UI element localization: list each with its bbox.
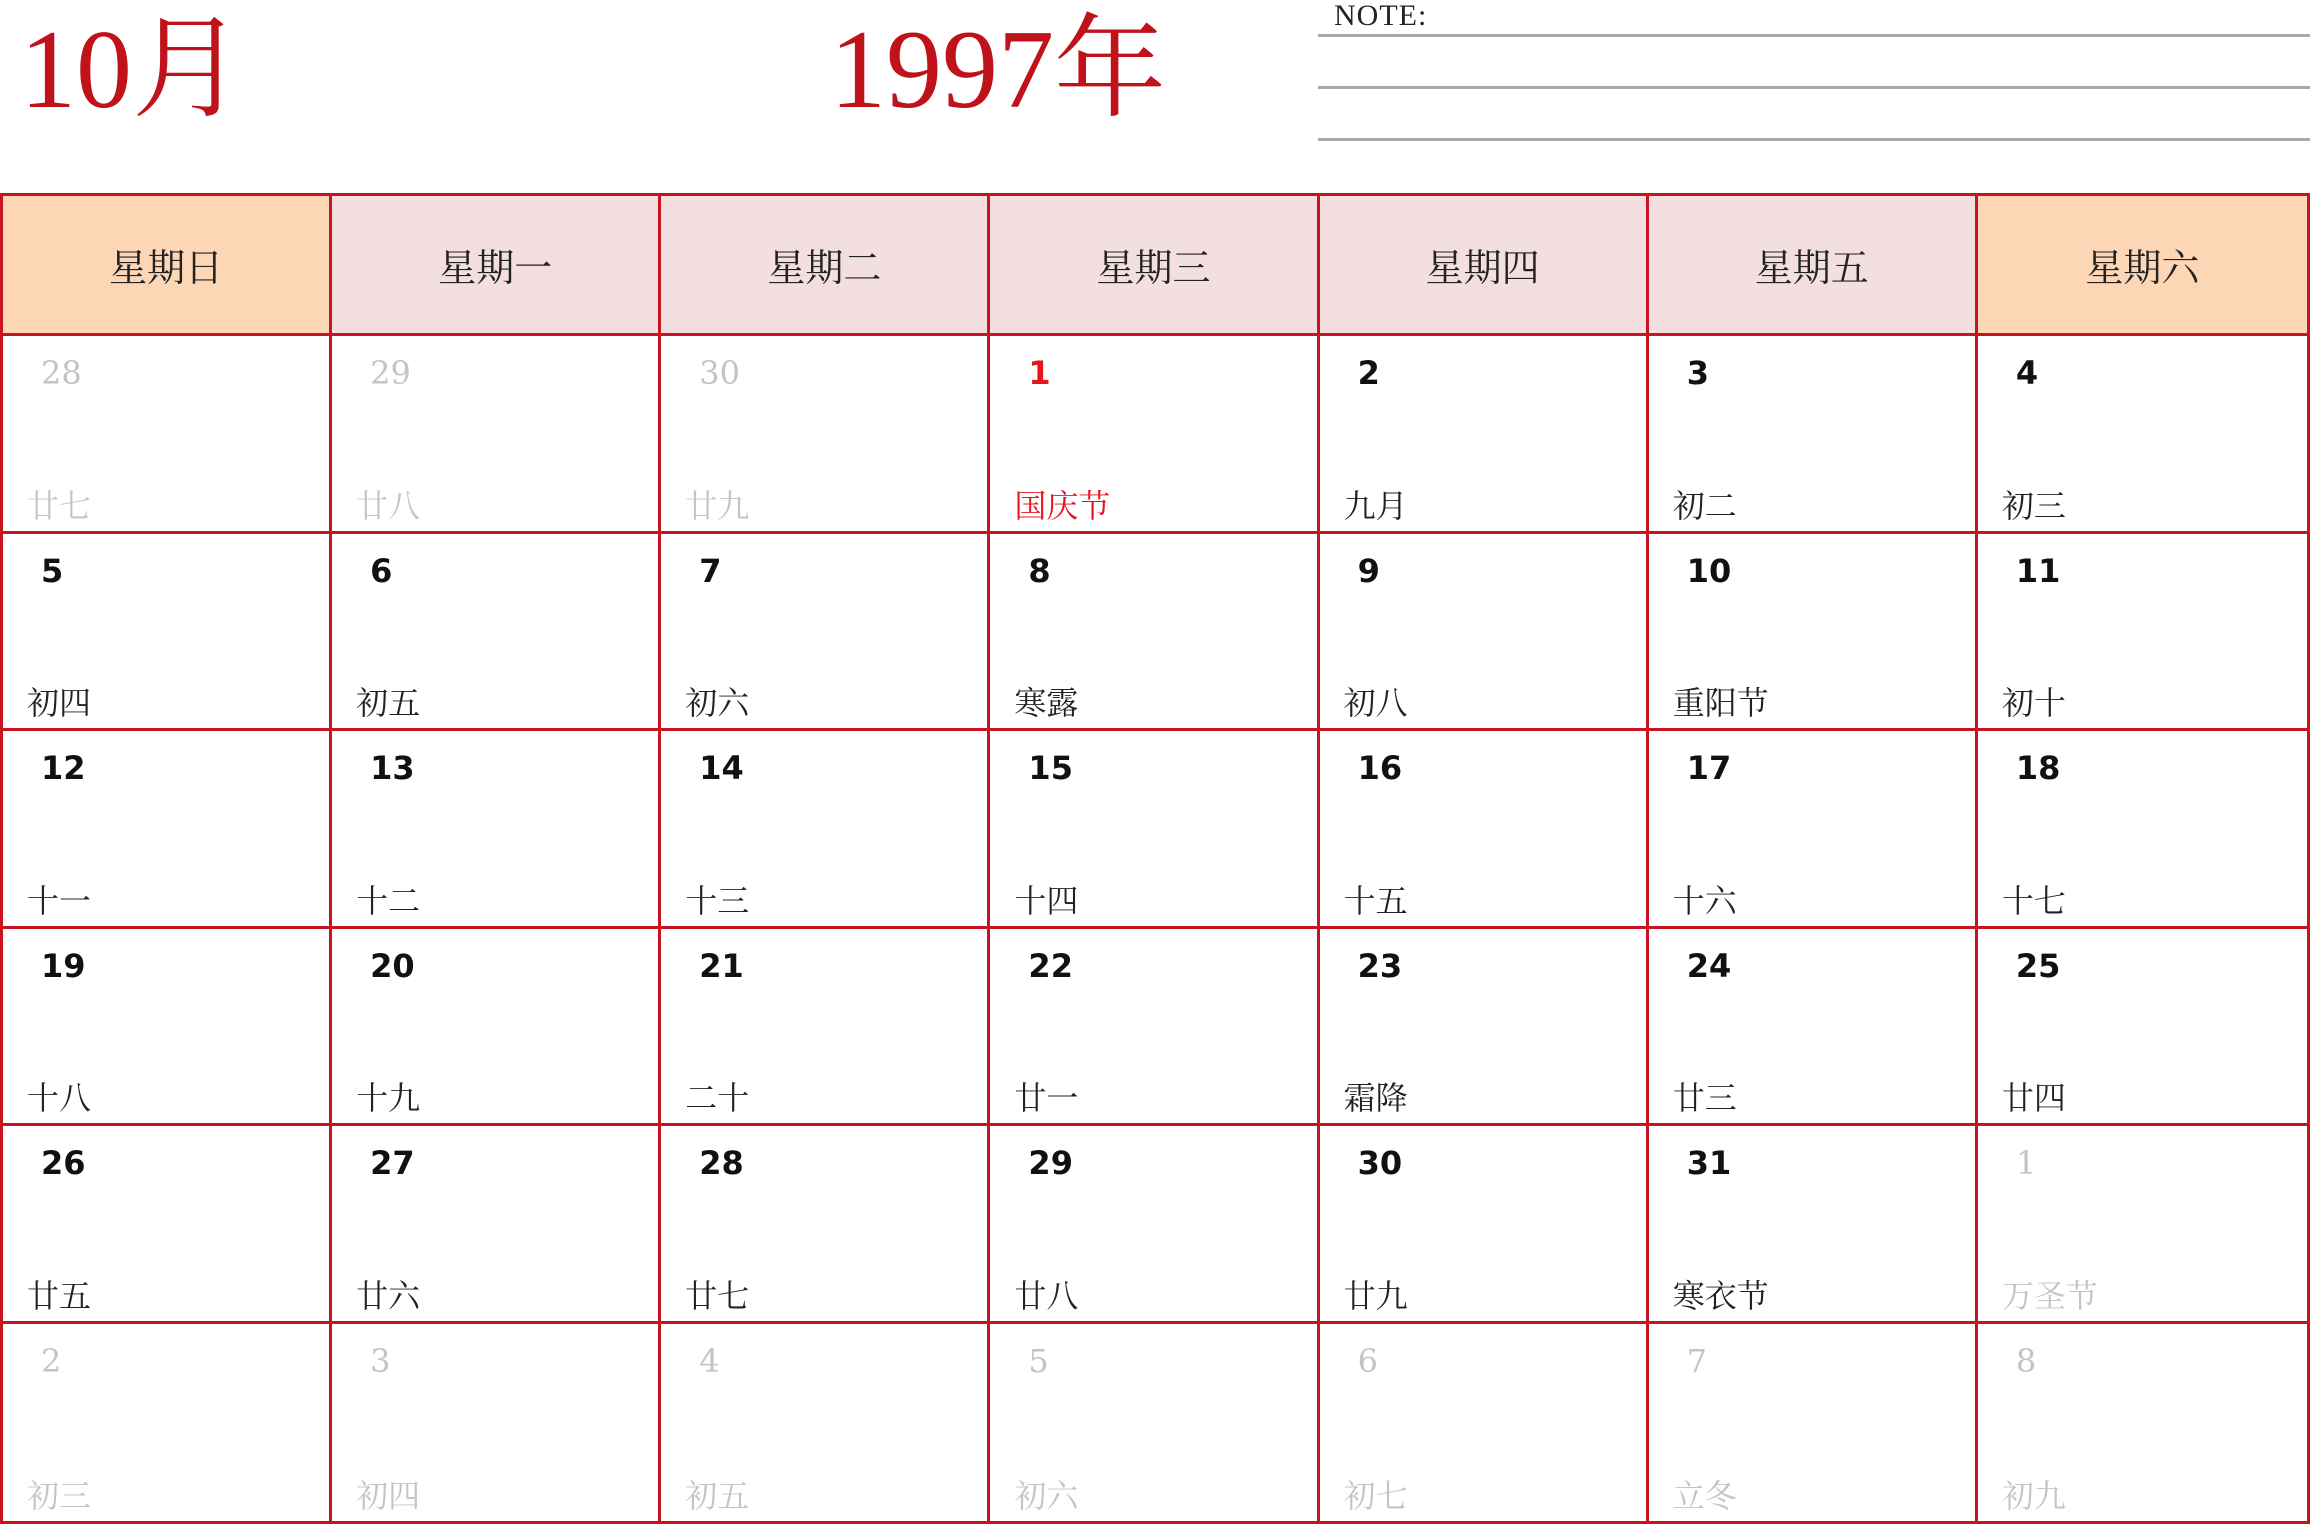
day-number: 2: [41, 1341, 62, 1380]
lunar-label: 初四: [27, 684, 92, 722]
day-cell[interactable]: [990, 1324, 1319, 1522]
day-cell[interactable]: [3, 1126, 332, 1324]
day-number: 11: [2015, 551, 2061, 590]
day-cell[interactable]: [990, 336, 1319, 534]
day-number: 1: [2015, 1144, 2037, 1182]
day-number: 4: [699, 1341, 720, 1380]
day-cell[interactable]: [332, 534, 661, 732]
weekday-header-friday: 星期五: [1649, 196, 1978, 336]
day-number: 29: [1028, 1144, 1073, 1182]
day-number: 18: [2015, 749, 2061, 787]
day-cell[interactable]: [661, 1126, 990, 1324]
day-cell[interactable]: [332, 1324, 661, 1522]
day-number: 24: [1686, 946, 1732, 985]
lunar-label: 立冬: [1672, 1477, 1737, 1515]
day-cell[interactable]: [1320, 336, 1649, 534]
lunar-label: 十八: [27, 1079, 92, 1117]
day-cell[interactable]: [3, 731, 332, 929]
day-cell[interactable]: [3, 336, 332, 534]
day-number: 3: [1686, 354, 1709, 392]
day-cell[interactable]: [990, 929, 1319, 1127]
lunar-label: 十九: [356, 1079, 421, 1117]
day-number: 28: [699, 1144, 744, 1182]
note-line: [1318, 86, 2310, 89]
lunar-label: 初七: [1343, 1477, 1408, 1515]
lunar-label: 国庆节: [1014, 486, 1111, 525]
day-number: 6: [1357, 1341, 1378, 1380]
day-cell[interactable]: [332, 929, 661, 1127]
lunar-label: 廿九: [1343, 1276, 1408, 1315]
lunar-label: 廿五: [27, 1276, 92, 1315]
day-cell[interactable]: [1649, 731, 1978, 929]
calendar-grid: [0, 193, 2310, 1524]
lunar-label: 初二: [1672, 486, 1737, 525]
day-number: 5: [41, 551, 64, 590]
day-number: 28: [41, 354, 82, 392]
day-cell[interactable]: [1649, 1324, 1978, 1522]
day-number: 27: [370, 1144, 415, 1182]
lunar-label: 初五: [685, 1477, 750, 1515]
day-cell[interactable]: [332, 731, 661, 929]
lunar-label: 初九: [2001, 1477, 2066, 1515]
weekday-header-thursday: 星期四: [1320, 196, 1649, 336]
day-number: 31: [1686, 1144, 1732, 1182]
day-cell[interactable]: [1649, 1126, 1978, 1324]
day-number: 19: [41, 946, 86, 985]
note-area: [1318, 0, 2310, 150]
day-cell[interactable]: [332, 336, 661, 534]
day-cell[interactable]: [1320, 929, 1649, 1127]
lunar-label: 廿一: [1014, 1079, 1079, 1117]
day-number: 30: [1357, 1144, 1403, 1182]
month-title: 10月: [20, 8, 244, 132]
day-cell[interactable]: [1978, 731, 2307, 929]
day-number: 4: [2015, 354, 2039, 392]
day-cell[interactable]: [1978, 1126, 2307, 1324]
lunar-label: 廿三: [1672, 1079, 1737, 1117]
lunar-label: 九月: [1343, 486, 1408, 525]
day-number: 17: [1686, 749, 1732, 787]
lunar-label: 廿八: [356, 486, 421, 525]
day-cell[interactable]: [1978, 929, 2307, 1127]
lunar-label: 初五: [356, 684, 421, 722]
day-cell[interactable]: [661, 929, 990, 1127]
day-cell[interactable]: [3, 929, 332, 1127]
lunar-label: 十一: [27, 881, 92, 920]
day-cell[interactable]: [1649, 336, 1978, 534]
year-title: 1997年: [830, 8, 1166, 132]
lunar-label: 寒露: [1014, 684, 1079, 722]
lunar-label: 十五: [1343, 881, 1408, 920]
note-label: NOTE:: [1334, 0, 1428, 32]
day-cell[interactable]: [1978, 336, 2307, 534]
day-number: 30: [699, 354, 740, 392]
day-number: 3: [370, 1341, 391, 1380]
lunar-label: 初六: [685, 684, 750, 722]
day-number: 14: [699, 749, 744, 787]
lunar-label: 廿九: [685, 486, 750, 525]
lunar-label: 十六: [1672, 881, 1737, 920]
day-cell[interactable]: [1320, 1324, 1649, 1522]
day-cell[interactable]: [332, 1126, 661, 1324]
lunar-label: 重阳节: [1672, 684, 1769, 722]
day-number: 10: [1686, 551, 1732, 590]
day-number: 7: [1686, 1341, 1708, 1380]
day-number: 9: [1357, 551, 1380, 590]
day-number: 22: [1028, 946, 1073, 985]
day-cell[interactable]: [661, 731, 990, 929]
lunar-label: 十四: [1014, 881, 1079, 920]
lunar-label: 初十: [2001, 684, 2066, 722]
day-number: 8: [1028, 551, 1051, 590]
day-number: 12: [41, 749, 86, 787]
weekday-header-sunday: 星期日: [3, 196, 332, 336]
day-cell[interactable]: [1649, 929, 1978, 1127]
day-cell[interactable]: [1649, 534, 1978, 732]
day-number: 25: [2015, 946, 2061, 985]
lunar-label: 霜降: [1343, 1079, 1408, 1117]
lunar-label: 初六: [1014, 1477, 1079, 1515]
day-number: 20: [370, 946, 415, 985]
day-cell[interactable]: [990, 731, 1319, 929]
note-line: [1318, 34, 2310, 37]
day-number: 5: [1028, 1341, 1049, 1380]
day-cell[interactable]: [661, 336, 990, 534]
day-cell[interactable]: [1320, 534, 1649, 732]
day-cell[interactable]: [3, 534, 332, 732]
day-cell[interactable]: [990, 534, 1319, 732]
day-number: 21: [699, 946, 744, 985]
lunar-label: 初三: [2001, 486, 2066, 525]
day-number: 23: [1357, 946, 1403, 985]
day-cell[interactable]: [661, 1324, 990, 1522]
weekday-header-tuesday: 星期二: [661, 196, 990, 336]
lunar-label: 十二: [356, 881, 421, 920]
lunar-label: 廿四: [2001, 1079, 2066, 1117]
weekday-header-monday: 星期一: [332, 196, 661, 336]
day-number: 2: [1357, 354, 1380, 392]
weekday-header-saturday: 星期六: [1978, 196, 2307, 336]
day-cell[interactable]: [1320, 731, 1649, 929]
lunar-label: 初三: [27, 1477, 92, 1515]
lunar-label: 廿七: [27, 486, 92, 525]
day-number: 6: [370, 551, 393, 590]
day-number: 26: [41, 1144, 86, 1182]
day-cell[interactable]: [661, 534, 990, 732]
note-line: [1318, 138, 2310, 141]
day-cell[interactable]: [990, 1126, 1319, 1324]
lunar-label: 初八: [1343, 684, 1408, 722]
day-number: 29: [370, 354, 411, 392]
weekday-header-wednesday: 星期三: [990, 196, 1319, 336]
day-number: 15: [1028, 749, 1073, 787]
lunar-label: 十三: [685, 881, 750, 920]
day-cell[interactable]: [1320, 1126, 1649, 1324]
lunar-label: 十七: [2001, 881, 2066, 920]
day-number: 16: [1357, 749, 1403, 787]
day-cell[interactable]: [1978, 534, 2307, 732]
lunar-label: 寒衣节: [1672, 1276, 1769, 1315]
lunar-label: 廿六: [356, 1276, 421, 1315]
lunar-label: 万圣节: [2001, 1276, 2098, 1315]
lunar-label: 廿七: [685, 1276, 750, 1315]
day-number: 8: [2015, 1341, 2037, 1380]
day-cell[interactable]: [1978, 1324, 2307, 1522]
lunar-label: 二十: [685, 1079, 750, 1117]
day-number: 13: [370, 749, 415, 787]
lunar-label: 廿八: [1014, 1276, 1079, 1315]
lunar-label: 初四: [356, 1477, 421, 1515]
day-number: 1: [1028, 354, 1051, 392]
day-number: 7: [699, 551, 722, 590]
day-cell[interactable]: [3, 1324, 332, 1522]
